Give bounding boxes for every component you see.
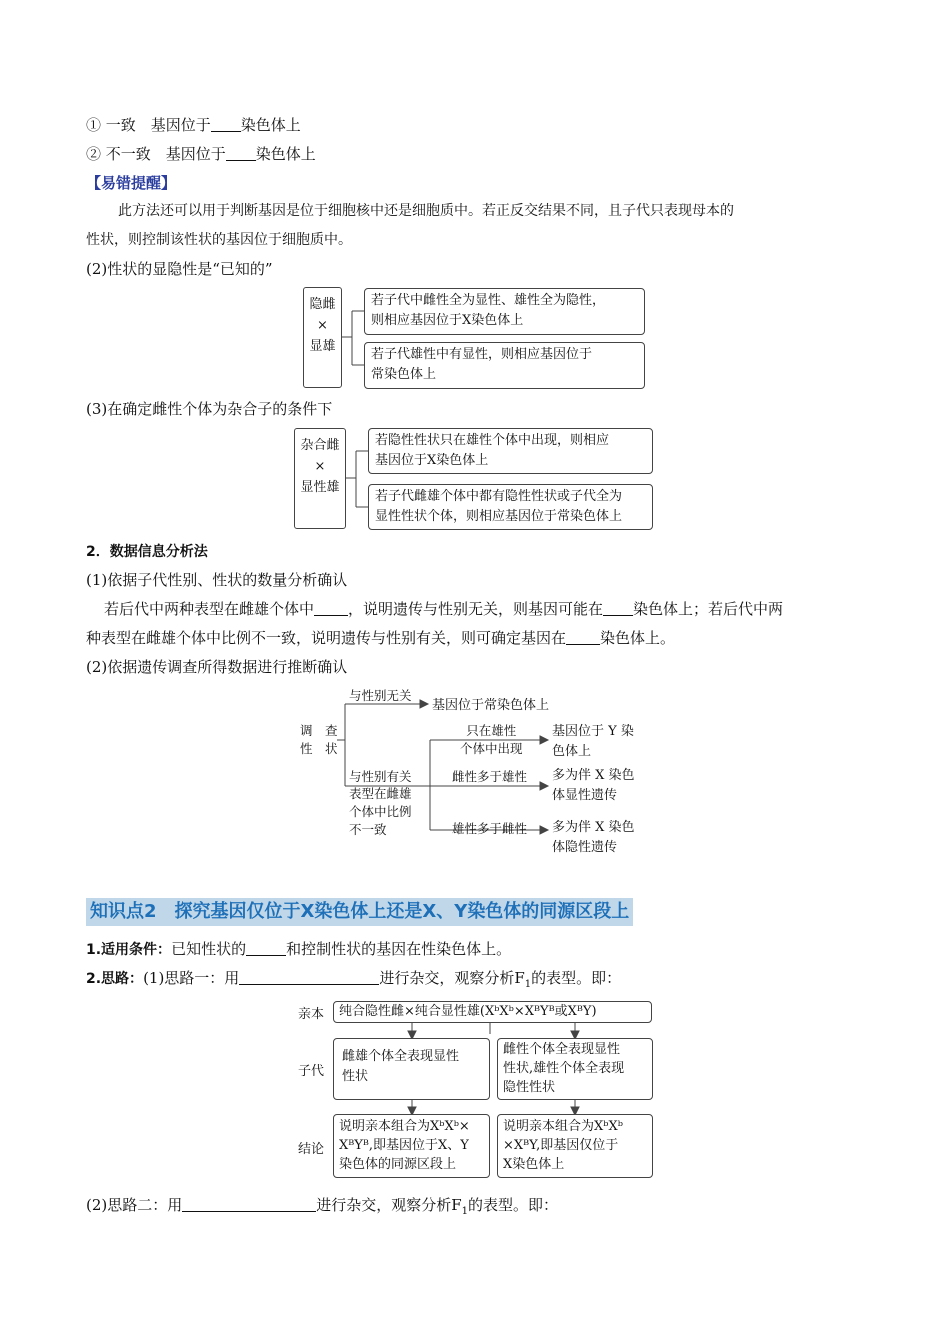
flow-offspring-right-box (497, 1038, 653, 1100)
idea-1-sub: 1 (524, 979, 532, 990)
section-2-p1: (1)依据子代性别、性状的数量分析确认 (86, 571, 348, 589)
applicable-condition-line (86, 938, 511, 961)
diagram2-box1-line1: 若隐性性状只在雄性个体中出现，则相应 (375, 433, 610, 448)
section-3-subtitle: (3)在确定雌性个体为杂合子的条件下 (86, 400, 333, 418)
diagram2-left-top: 杂合雌 (300, 438, 340, 453)
tree-child3-label: 雄性多于雌性 (452, 821, 528, 836)
tree-root (300, 722, 338, 758)
diagram2-box2-line1: 若子代雌雄个体中都有隐性性状或子代全为 (375, 489, 623, 504)
tree-child1-line2: 个体中出现 (460, 741, 523, 756)
flow-conclusion-left-line2: XᴮYᴮ,即基因位于X、Y (339, 1138, 469, 1153)
tree-branch2-sub-line3: 不一致 (349, 822, 387, 837)
tree-child2-result (552, 766, 635, 806)
flow-offspring-right-line3: 隐性性状 (503, 1080, 556, 1095)
tree-root-line1: 调 查 (300, 723, 338, 738)
diagram1-box2-line2: 常染色体上 (371, 367, 437, 382)
tree-child3-result-line2: 体隐性遗传 (552, 840, 618, 855)
tree-child3-result-line1: 多为伴 X 染色 (552, 820, 635, 835)
flow-row-conclusion-label: 结论 (298, 1142, 325, 1157)
flow-offspring-left-box (333, 1038, 490, 1100)
flow-conclusion-left-box (333, 1114, 490, 1178)
section-2-p3a: 种表型在雌雄个体中比例不一致，说明遗传与性别有关，则可确定基因在 (86, 629, 567, 647)
option-1-tail: 染色体上 (240, 116, 301, 134)
flow-conclusion-right-line2: ×XᴮY,即基因仅位于 (503, 1138, 619, 1153)
diagram2-left-mid: × (314, 459, 326, 474)
diagram1-left-bot: 显雄 (309, 339, 336, 354)
idea-1-line (86, 967, 621, 996)
idea-1-a: (1)思路一：用 (143, 969, 240, 987)
idea-label: 2.思路： (86, 971, 144, 987)
tip-title: 【易错提醒】 (86, 174, 177, 192)
flow-conclusion-right-line3: X染色体上 (503, 1157, 565, 1172)
section-2-p2c: 染色体上；若后代中两 (633, 600, 784, 618)
diagram1-box1-line1: 若子代中雌性全为显性、雄性全为隐性， (371, 293, 606, 308)
idea-2-line (86, 1194, 558, 1223)
diagram1-box2-line1: 若子代雄性中有显性，则相应基因位于 (371, 347, 593, 362)
tree-root-line2: 性 状 (300, 741, 338, 756)
tree-branch1-result: 基因位于常染色体上 (432, 698, 550, 713)
tip-text-1: 此方法还可以用于判断基因是位于细胞核中还是细胞质中。若正反交结果不同，且子代只表现母本的 (118, 203, 734, 219)
knowledge-point-2-heading: 知识点2 探究基因仅位于X染色体上还是X、Y染色体的同源区段上 (86, 898, 633, 926)
applicable-condition-label: 1.适用条件： (86, 942, 172, 958)
idea-2-sub: 1 (461, 1206, 469, 1217)
option-2-tail: 染色体上 (255, 145, 316, 163)
flow-offspring-left-line1: 雌雄个体全表现显性 (342, 1049, 460, 1064)
tree-child1-result (552, 722, 634, 762)
section-2-p3b: 染色体上。 (600, 629, 676, 647)
applicable-condition-a: 已知性状的 (171, 940, 247, 958)
tree-child2-label: 雌性多于雄性 (452, 769, 528, 784)
tree-child1-result-line2: 色体上 (552, 744, 592, 759)
idea-2-b: 进行杂交，观察分析F (316, 1196, 462, 1214)
flow-conclusion-right-line1: 说明亲本组合为XᵇXᵇ (503, 1119, 623, 1134)
option-2-text: ② 不一致 基因位于 (86, 145, 226, 163)
blank-7 (239, 968, 379, 985)
idea-1-c: 的表型。即： (531, 969, 622, 987)
tree-branch2-label: 与性别有关 (349, 769, 412, 784)
tree-child3-result (552, 818, 635, 858)
section-2-p2a: 若后代中两种表型在雌雄个体中 (104, 600, 315, 618)
applicable-condition-b: 和控制性状的基因在性染色体上。 (286, 940, 512, 958)
tip-text-2: 性状，则控制该性状的基因位于细胞质中。 (86, 232, 352, 248)
blank-8 (182, 1195, 316, 1212)
flow-conclusion-right-box (497, 1114, 653, 1178)
idea-2-c: 的表型。即： (468, 1196, 559, 1214)
tree-branch2-sub-line1: 表型在雌雄 (349, 786, 412, 801)
section-2-p2b: ，说明遗传与性别无关，则基因可能在 (348, 600, 604, 618)
diagram1-left-top: 隐雌 (309, 297, 336, 312)
tree-child1-line1: 只在雄性 (466, 723, 517, 738)
diagram1-left-mid: × (317, 318, 328, 333)
idea-1-b: 进行杂交，观察分析F (379, 969, 525, 987)
tree-branch2-sub-line2: 个体中比例 (349, 804, 412, 819)
tree-child2-result-line1: 多为伴 X 染色 (552, 768, 635, 783)
diagram2-left-bot: 显性雄 (300, 480, 340, 495)
idea-2-a: (2)思路二：用 (86, 1196, 183, 1214)
tree-child1-result-line1: 基因位于 Y 染 (552, 724, 634, 739)
flow-row-parent-label: 亲本 (298, 1007, 325, 1022)
diagram2-box1-line2: 基因位于X染色体上 (375, 453, 489, 468)
diagram2-box2-line2: 显性性状个体，则相应基因位于常染色体上 (375, 509, 623, 524)
section-2-title: 2．数据信息分析法 (86, 544, 208, 560)
flow-parent-box: 纯合隐性雌×纯合显性雄(XᵇXᵇ×XᴮYᴮ或XᴮY) (333, 1001, 652, 1023)
diagram1-box1-line2: 则相应基因位于X染色体上 (371, 313, 524, 328)
tree-branch1-label: 与性别无关 (349, 688, 412, 703)
section-2-p4: (2)依据遗传调查所得数据进行推断确认 (86, 658, 348, 676)
flow-offspring-right-line2: 性状,雄性个体全表现 (503, 1061, 625, 1076)
flow-offspring-right-line1: 雌性个体全表现显性 (503, 1042, 621, 1057)
blank-6 (246, 939, 286, 956)
flow-conclusion-left-line1: 说明亲本组合为XᵇXᵇ× (339, 1119, 470, 1134)
flow-offspring-left-line2: 性状 (342, 1069, 369, 1084)
option-1-text: ① 一致 基因位于 (86, 116, 211, 134)
flow-conclusion-left-line3: 染色体的同源区段上 (339, 1157, 457, 1172)
flow-row-offspring-label: 子代 (298, 1064, 325, 1079)
tree-branch2-sub (349, 785, 412, 839)
tree-child1-label (460, 722, 523, 758)
tree-child2-result-line2: 体显性遗传 (552, 788, 618, 803)
section-2-subtitle: (2)性状的显隐性是“已知的” (86, 260, 273, 278)
